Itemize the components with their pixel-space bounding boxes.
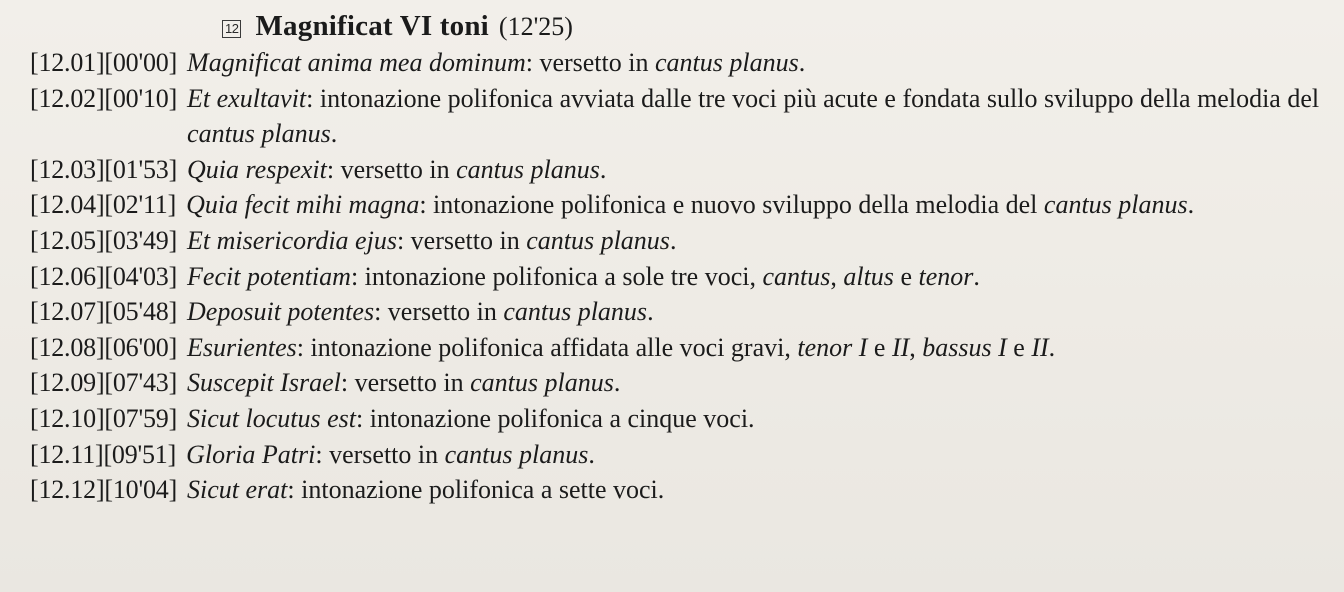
track-title-text: cantus planus [444, 439, 589, 469]
track-note-text: . [647, 297, 654, 327]
track-index: [12.07] [30, 297, 105, 327]
track-title-text: tenor [918, 261, 974, 291]
list-item [30, 330, 1320, 366]
list-item [30, 45, 1320, 81]
track-note-text: , [830, 261, 844, 291]
work-title-line [0, 0, 1344, 43]
track-note-text: e [893, 261, 919, 291]
track-note-text: : versetto in [374, 297, 504, 327]
track-title-text: cantus planus [1043, 190, 1188, 220]
track-index: [12.06] [30, 261, 105, 291]
track-description [187, 365, 1320, 401]
track-timecode: [01'53] [104, 154, 178, 184]
track-note-text: . [1048, 332, 1056, 362]
track-description [187, 81, 1320, 152]
list-item [30, 259, 1320, 295]
track-title-text: cantus planus [654, 48, 799, 77]
track-note-text: : intonazione polifonica a sole tre voci, [350, 261, 763, 291]
track-timecode: [06'00] [104, 332, 178, 362]
track-timecode: [10'04] [104, 475, 178, 505]
track-description [187, 330, 1320, 366]
track-timecode: [09'51] [103, 439, 177, 469]
track-title-text: altus [843, 261, 894, 291]
track-note-text: : versetto in [396, 225, 527, 255]
track-timecode: [05'48] [104, 297, 178, 327]
track-timecode: [07'43] [104, 368, 178, 398]
track-note-text: : intonazione polifonica affidata alle voci gravi, [296, 332, 798, 362]
track-title-text: cantus [762, 261, 831, 291]
track-timecode: [04'03] [104, 261, 178, 291]
track-note-text: . [330, 119, 338, 149]
track-description [187, 294, 1320, 330]
track-timecode: [00'10] [104, 83, 178, 113]
track-note-text: . [599, 154, 607, 184]
track-title-text: cantus planus [526, 225, 670, 255]
track-index: [12.09] [30, 368, 105, 398]
track-note-text: : intonazione polifonica avviata dalle tre voci più acute e fondata sullo sviluppo della melodia del [306, 83, 1320, 113]
track-index: [12.11] [30, 439, 104, 469]
track-title-text: bassus I [922, 332, 1007, 362]
track-title-text: Magnificat anima mea dominum [187, 48, 526, 77]
track-description [186, 187, 1320, 223]
track-timecode: [02'11] [104, 190, 177, 220]
track-index: [12.02] [30, 83, 105, 113]
track-note-text: , [909, 332, 923, 362]
track-title-text: II [1031, 332, 1049, 362]
track-index: [12.12] [30, 475, 105, 505]
track-title-text: tenor I [797, 332, 868, 362]
track-title-text: Et exultavit [187, 83, 307, 113]
track-description [187, 45, 1320, 81]
list-item [30, 401, 1320, 437]
track-title-text: Sicut erat [187, 475, 288, 505]
track-note-text: : intonazione polifonica a cinque voci. [356, 403, 755, 433]
track-index: [12.01] [30, 48, 105, 77]
track-note-text: . [588, 439, 595, 469]
track-title-text: Sicut locutus est [187, 403, 357, 433]
page-title: Magnificat VI toni [255, 10, 489, 42]
track-note-text: . [973, 261, 980, 291]
list-item [30, 187, 1320, 223]
track-description [187, 401, 1320, 437]
track-description [187, 259, 1320, 295]
track-title-text: cantus planus [456, 154, 600, 184]
track-title-text: cantus planus [503, 297, 648, 327]
list-item [30, 223, 1320, 259]
track-timecode: [07'59] [104, 403, 178, 433]
track-note-text: . [669, 225, 677, 255]
track-note-text: : intonazione polifonica e nuovo sviluppo della melodia del [419, 190, 1044, 220]
list-item [30, 294, 1320, 330]
track-index: [12.03] [30, 154, 105, 184]
track-timecode: [03'49] [104, 225, 178, 255]
track-note-text: : intonazione polifonica a sette voci. [287, 475, 665, 505]
list-item [30, 472, 1320, 508]
track-number-badge: 12 [222, 20, 241, 38]
track-title-text: Quia respexit [187, 154, 327, 184]
track-note-text: e [1006, 332, 1032, 362]
track-title-text: Fecit potentiam [187, 261, 351, 291]
track-note-text: . [1187, 190, 1195, 220]
track-description [186, 437, 1320, 473]
track-note-text: . [613, 368, 621, 398]
track-index: [12.10] [30, 403, 105, 433]
track-note-text: : versetto in [326, 154, 457, 184]
track-note-text: . [798, 48, 806, 77]
track-description [187, 223, 1320, 259]
track-title-text: cantus planus [470, 368, 614, 398]
track-note-text: e [867, 332, 892, 362]
list-item [30, 365, 1320, 401]
list-item [30, 81, 1320, 152]
track-note-text: : versetto in [315, 439, 445, 469]
track-title-text: Esurientes [187, 332, 297, 362]
track-title-text: Suscepit Israel [187, 368, 341, 398]
track-description [187, 152, 1320, 188]
track-index: [12.04] [30, 190, 105, 220]
track-description [187, 472, 1320, 508]
work-duration: (12'25) [498, 12, 573, 41]
track-title-text: II [891, 332, 910, 362]
list-item [30, 152, 1320, 188]
track-title-text: cantus planus [187, 119, 331, 149]
track-title-text: Et misericordia ejus [187, 225, 397, 255]
list-item [30, 437, 1320, 473]
track-note-text: : versetto in [525, 48, 655, 77]
track-title-text: Deposuit potentes [187, 297, 375, 327]
track-note-text: : versetto in [340, 368, 471, 398]
track-title-text: Quia fecit mihi magna [186, 190, 420, 220]
track-index: [12.05] [30, 225, 105, 255]
track-timecode: [00'00] [104, 48, 178, 77]
track-index: [12.08] [30, 332, 105, 362]
track-list [0, 45, 1344, 508]
track-title-text: Gloria Patri [186, 439, 316, 469]
